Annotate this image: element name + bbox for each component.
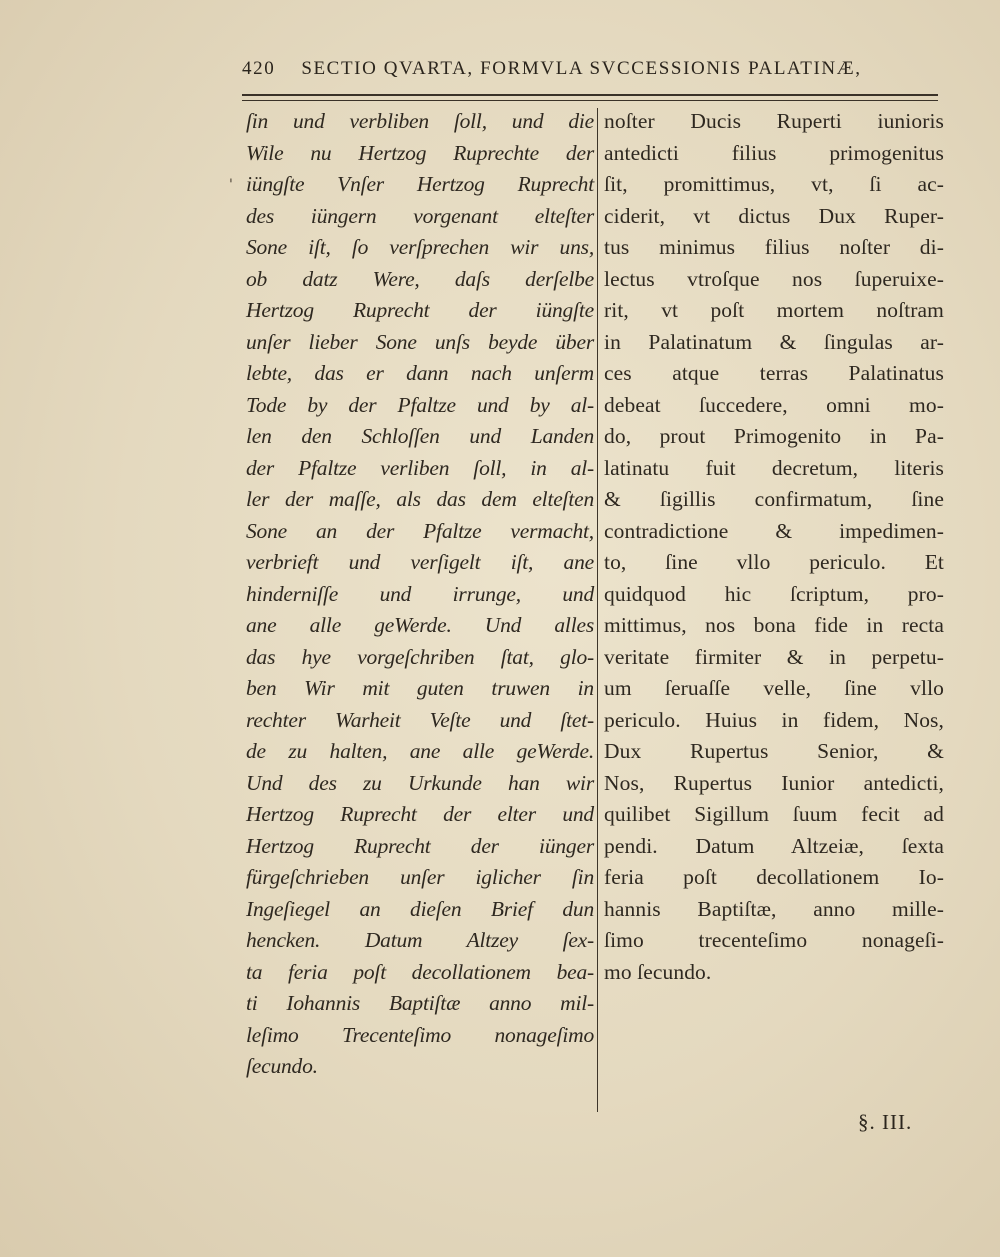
latin-text-line: mo ſecundo. [604,959,712,984]
german-text-line: len den Schloſſen und Landen [246,424,594,448]
german-text-line: ane alle geWerde. Und alles [246,613,594,637]
german-text-line: ob datz Were, daſs derſelbe [246,266,594,291]
running-head [242,58,942,92]
latin-text-line: ciderit, vt dictus Dux Ruper- [604,203,944,228]
german-text-line: unſer lieber Sone unſs beyde über [246,329,594,354]
page-number: 420 [242,58,276,79]
latin-text-line: rit, vt poſt mortem noſtram [604,298,944,322]
latin-text-line: pendi. Datum Altzeiæ, ſexta [604,833,944,858]
latin-text-line: debeat ſuccedere, omni mo- [604,392,944,417]
german-text-line: das hye vorgeſchriben ſtat, glo- [246,644,594,669]
latin-text-line: contradictione & impedimen- [604,518,944,543]
german-text-column [246,106,594,1083]
german-text-line: Und des zu Urkunde han wir [246,770,594,795]
latin-text-line: lectus vtroſque nos ſuperuixe- [604,266,944,291]
latin-text-line: ſit, promittimus, vt, ſi ac- [604,172,944,196]
latin-text-column [604,106,944,988]
german-text-line: Hertzog Ruprecht der elter und [246,802,594,826]
latin-text-line: in Palatinatum & ſingulas ar- [604,329,944,354]
latin-text-line: Dux Rupertus Senior, & [604,739,944,763]
german-text-line: ſin und verbliben ſoll, und die [246,109,594,133]
german-text-line: ſecundo. [246,1054,318,1078]
latin-text-line: quilibet Sigillum ſuum fecit ad [604,802,944,826]
german-text-line: der Pfaltze verliben ſoll, in al- [246,455,594,480]
latin-text-line: antedicti filius primogenitus [604,140,944,165]
column-divider [597,108,598,1112]
german-text-line: ben Wir mit guten truwen in [246,676,594,700]
latin-text-line: periculo. Huius in fidem, Nos, [604,707,944,732]
german-text-line: lebte, das er dann nach unſerm [246,361,594,385]
german-text-line: Ingeſiegel an dieſen Brief dun [246,896,594,921]
latin-text-line: to, ſine vllo periculo. Et [604,550,944,574]
latin-text-line: tus minimus filius noſter di- [604,235,944,259]
german-text-line: iüngſte Vnſer Hertzog Ruprecht [246,172,594,196]
german-text-line: leſimo Trecenteſimo nonageſimo [246,1022,594,1047]
german-text-line: Sone iſt, ſo verſprechen wir uns, [246,235,594,259]
german-text-line: rechter Warheit Veſte und ſtet- [246,707,594,732]
margin-speck: ' [229,177,233,193]
german-text-line: ta feria poſt decollationem bea- [246,959,594,984]
latin-text-line: & ſigillis confirmatum, ſine [604,487,944,511]
german-text-line: des iüngern vorgenant elteſter [246,203,594,228]
german-text-line: de zu halten, ane alle geWerde. [246,739,594,763]
german-text-line: hencken. Datum Altzey ſex- [246,928,594,952]
latin-text-line: do, prout Primogenito in Pa- [604,424,944,448]
latin-text-line: feria poſt decollationem Io- [604,865,944,889]
latin-text-line: quidquod hic ſcriptum, pro- [604,581,944,606]
header-rule [242,94,938,101]
german-text-line: Sone an der Pfaltze vermacht, [246,518,594,543]
german-text-line: verbrieft und verſigelt iſt, ane [246,550,594,574]
latin-text-line: ces atque terras Palatinatus [604,361,944,385]
latin-text-line: mittimus, nos bona fide in recta [604,613,944,637]
german-text-line: Hertzog Ruprecht der iünger [246,833,594,858]
latin-text-line: um ſeruaſſe velle, ſine vllo [604,676,944,700]
german-text-line: fürgeſchrieben unſer iglicher ſin [246,865,594,889]
latin-text-line: noſter Ducis Ruperti iunioris [604,109,944,133]
latin-text-line: veritate firmiter & in perpetu- [604,644,944,669]
german-text-line: Wile nu Hertzog Ruprechte der [246,140,594,165]
german-text-line: Hertzog Ruprecht der iüngſte [246,298,594,322]
running-title: SECTIO QVARTA, FORMVLA SVCCESSIONIS PALATINÆ, [301,58,862,79]
german-text-line: hinderniſſe und irrunge, und [246,581,594,606]
latin-text-line: Nos, Rupertus Iunior antedicti, [604,770,944,795]
german-text-line: ler der maſſe, als das dem elteſten [246,487,594,511]
german-text-line: Tode by der Pfaltze und by al- [246,392,594,417]
latin-text-line: latinatu fuit decretum, literis [604,455,944,480]
german-text-line: ti Iohannis Baptiſtæ anno mil- [246,991,594,1015]
show-through-ghost-text [150,250,230,460]
latin-text-line: ſimo trecenteſimo nonageſi- [604,928,944,952]
section-mark: §. III. [858,1110,913,1134]
latin-text-line: hannis Baptiſtæ, anno mille- [604,896,944,921]
